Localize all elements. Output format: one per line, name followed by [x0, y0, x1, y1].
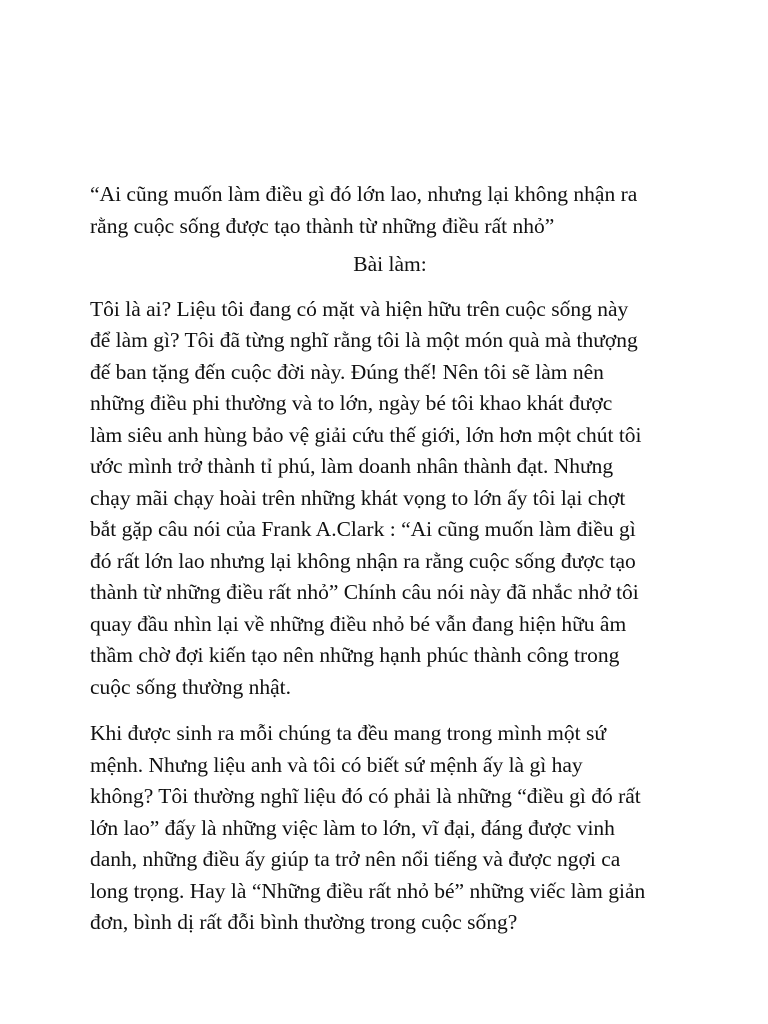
- paragraph-line: đơn, bình dị rất đỗi bình thường trong cuộc sống?: [90, 910, 518, 934]
- paragraph-line: ước mình trở thành tỉ phú, làm doanh nhân thành đạt. Nhưng: [90, 454, 614, 478]
- paragraph-line: quay đầu nhìn lại về những điều nhỏ bé vẫn đang hiện hữu âm: [90, 611, 627, 636]
- paragraph-line: những điều phi thường và to lớn, ngày bé tôi khao khát được: [90, 391, 613, 415]
- paragraph-line: thầm chờ đợi kiến tạo nên những hạnh phúc thành công trong: [90, 643, 620, 667]
- paragraph-line: thành từ những điều rất nhỏ” Chính câu nói này đã nhắc nhở tôi: [90, 580, 639, 604]
- paragraph-line: đế ban tặng đến cuộc đời này. Đúng thế! Nên tôi sẽ làm nên: [90, 359, 604, 384]
- document-body: [90, 179, 690, 939]
- paragraph-line: Khi được sinh ra mỗi chúng ta đều mang trong mình một sứ: [90, 721, 606, 745]
- paragraph-line: đó rất lớn lao nhưng lại không nhận ra rằng cuộc sống được tạo: [90, 548, 636, 573]
- paragraph-line: long trọng. Hay là “Những điều rất nhỏ bé” những viếc làm giản: [90, 878, 646, 903]
- paragraph-line: làm siêu anh hùng bảo vệ giải cứu thế giới, lớn hơn một chút tôi: [90, 422, 642, 447]
- paragraph-line: mệnh. Nhưng liệu anh và tôi có biết sứ mệnh ấy là gì hay: [90, 752, 583, 777]
- paragraph-line: danh, những điều ấy giúp ta trở nên nổi tiếng và được ngợi ca: [90, 847, 621, 871]
- quote-line: rằng cuộc sống được tạo thành từ những điều rất nhỏ”: [90, 213, 555, 238]
- paragraph-line: cuộc sống thường nhật.: [90, 674, 291, 699]
- paragraph-2: [90, 718, 690, 939]
- paragraph-line: lớn lao” đấy là những việc làm to lớn, vĩ đại, đáng được vinh: [90, 815, 615, 840]
- paragraph-line: bắt gặp câu nói của Frank A.Clark : “Ai cũng muốn làm điều gì: [90, 517, 636, 541]
- paragraph-line: Tôi là ai? Liệu tôi đang có mặt và hiện hữu trên cuộc sống này: [90, 296, 629, 321]
- paragraph-line: không? Tôi thường nghĩ liệu đó có phải là những “điều gì đó rất: [90, 784, 641, 808]
- paragraph-1: [90, 294, 690, 704]
- essay-heading: Bài làm:: [353, 252, 427, 276]
- paragraph-line: chạy mãi chạy hoài trên những khát vọng to lớn ấy tôi lại chợt: [90, 485, 626, 510]
- paragraph-line: để làm gì? Tôi đã từng nghĩ rằng tôi là một món quà mà thượng: [90, 328, 638, 352]
- opening-quote: [90, 179, 690, 242]
- quote-line: “Ai cũng muốn làm điều gì đó lớn lao, nhưng lại không nhận ra: [90, 182, 638, 206]
